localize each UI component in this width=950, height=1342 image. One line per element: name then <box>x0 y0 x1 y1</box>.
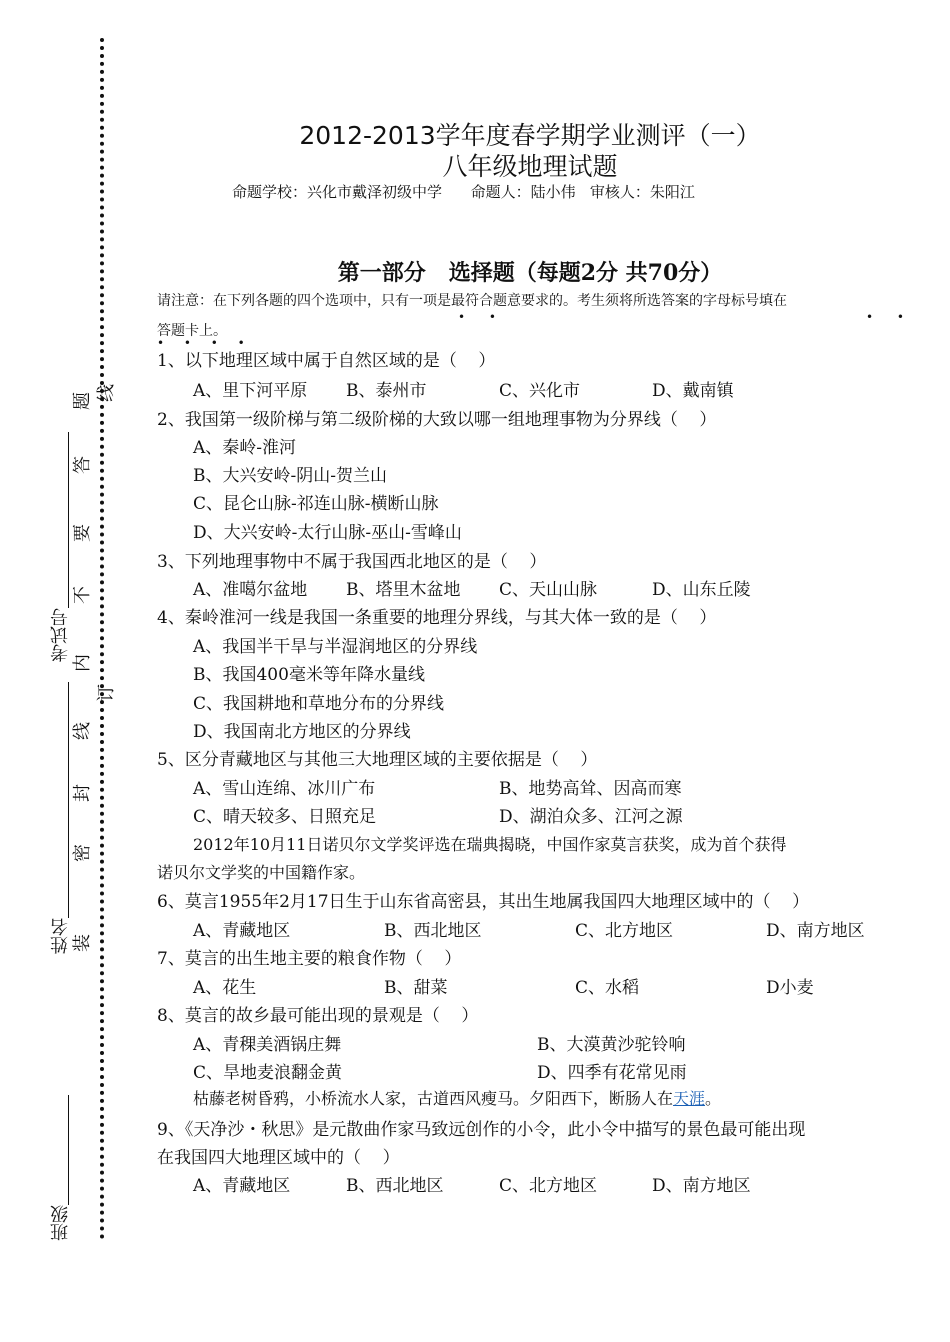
byline: 命题学校：兴化市戴泽初级中学 命题人：陆小伟 审核人：朱阳江 <box>232 183 695 201</box>
option: B、泰州市 <box>346 381 427 401</box>
option: B、大漠黄沙驼铃响 <box>537 1035 686 1055</box>
option: B、地势高耸、因高而寒 <box>499 779 682 799</box>
option: A、秦岭-淮河 <box>193 438 297 458</box>
option: A、准噶尔盆地 <box>193 580 308 600</box>
option: C、昆仑山脉-祁连山脉-横断山脉 <box>193 494 439 514</box>
seal-char: 线 <box>72 722 93 740</box>
option: B、甜菜 <box>384 978 448 998</box>
poem-text: 枯藤老树昏鸦，小桥流水人家，古道西风瘦马。夕阳西下，断肠人在 <box>193 1089 674 1108</box>
binding-dotted-line <box>100 38 104 1240</box>
passage-line: 2012年10月11日诺贝尔文学奖评选在瑞典揭晓，中国作家莫言获奖，成为首个获得 <box>193 835 787 854</box>
option: D、南方地区 <box>652 1176 751 1196</box>
question-stem: 4、秦岭淮河一线是我国一条重要的地理分界线，与其大体一致的是（ ） <box>157 608 717 628</box>
option: A、花生 <box>193 978 257 998</box>
class-label: 班级 <box>50 1205 71 1241</box>
option: D、南方地区 <box>766 921 865 941</box>
seal-char: 答 <box>72 456 93 474</box>
option: C、北方地区 <box>575 921 674 941</box>
seal-char: 密 <box>72 844 93 862</box>
question-stem: 3、下列地理事物中不属于我国西北地区的是（ ） <box>157 552 547 572</box>
exam-title: 2012-2013学年度春学期学业测评（一） <box>299 121 761 150</box>
exam-no-label: 考试号 <box>50 608 71 662</box>
option: C、我国耕地和草地分布的分界线 <box>193 694 445 714</box>
option: C、天山山脉 <box>499 580 598 600</box>
option: D、大兴安岭-太行山脉-巫山-雪峰山 <box>193 523 462 543</box>
option: A、里下河平原 <box>193 381 308 401</box>
note-line1: 请注意：在下列各题的四个选项中，只有一项是最符合题意要求的。考生须将所选答案的字母标号填在 <box>157 293 787 309</box>
option: A、青藏地区 <box>193 921 291 941</box>
option: D、山东丘陵 <box>652 580 751 600</box>
question-stem: 9、《天净沙・秋思》是元散曲作家马致远创作的小令，此小令中描写的景色最可能出现 <box>157 1120 806 1140</box>
option: B、我国400毫米等年降水量线 <box>193 665 425 685</box>
option: B、大兴安岭-阴山-贺兰山 <box>193 466 387 486</box>
option: B、西北地区 <box>384 921 482 941</box>
part1-heading: 第一部分 选择题（每题2分 共70分） <box>337 260 723 286</box>
poem-link[interactable]: 天涯 <box>673 1089 706 1108</box>
name-label: 姓名 <box>50 918 71 954</box>
seal-char: 不 <box>72 586 93 604</box>
note-line2: 答题卡上。 <box>157 323 227 339</box>
option: C、晴天较多、日照充足 <box>193 807 377 827</box>
option: A、青藏地区 <box>193 1176 291 1196</box>
option: D、四季有花常见雨 <box>537 1063 687 1083</box>
option: B、塔里木盆地 <box>346 580 461 600</box>
class-blank[interactable] <box>68 1095 69 1205</box>
poem-line <box>193 1086 721 1109</box>
seal-char: 要 <box>72 524 93 542</box>
question-stem: 8、莫言的故乡最可能出现的景观是（ ） <box>157 1006 479 1026</box>
option: C、旱地麦浪翻金黄 <box>193 1063 343 1083</box>
emphasis-dots: • • <box>866 310 914 324</box>
option: D、我国南北方地区的分界线 <box>193 722 411 742</box>
option: A、青稞美酒锅庄舞 <box>193 1035 342 1055</box>
seal-char: 封 <box>72 784 93 802</box>
seal-char: 线 <box>96 384 117 402</box>
seal-char: 内 <box>72 654 93 672</box>
option: C、北方地区 <box>499 1176 598 1196</box>
seal-char: 题 <box>72 392 93 410</box>
option: D、湖泊众多、江河之源 <box>499 807 683 827</box>
question-stem: 7、莫言的出生地主要的粮食作物（ ） <box>157 949 462 969</box>
option: D小麦 <box>766 978 814 998</box>
option: D、戴南镇 <box>652 381 734 401</box>
question-stem: 6、莫言1955年2月17日生于山东省高密县，其出生地属我国四大地理区域中的（ ） <box>157 892 810 912</box>
poem-end: 。 <box>705 1089 722 1108</box>
seal-char: 订 <box>96 684 117 702</box>
option: C、兴化市 <box>499 381 581 401</box>
question-stem: 2、我国第一级阶梯与第二级阶梯的大致以哪一组地理事物为分界线（ ） <box>157 410 717 430</box>
option: B、西北地区 <box>346 1176 444 1196</box>
question-stem: 5、区分青藏地区与其他三大地理区域的主要依据是（ ） <box>157 750 598 770</box>
question-stem: 1、以下地理区域中属于自然区域的是（ ） <box>157 351 496 371</box>
emphasis-dots: • • <box>458 310 506 324</box>
option: A、雪山连绵、冰川广布 <box>193 779 376 799</box>
exam-subtitle: 八年级地理试题 <box>442 152 618 181</box>
option: A、我国半干旱与半湿润地区的分界线 <box>193 637 478 657</box>
emphasis-dots: • • • • <box>157 336 253 350</box>
seal-char: 装 <box>72 934 93 952</box>
question-stem: 在我国四大地理区域中的（ ） <box>157 1148 400 1168</box>
option: C、水稻 <box>575 978 640 998</box>
passage-line: 诺贝尔文学奖的中国籍作家。 <box>157 863 366 882</box>
